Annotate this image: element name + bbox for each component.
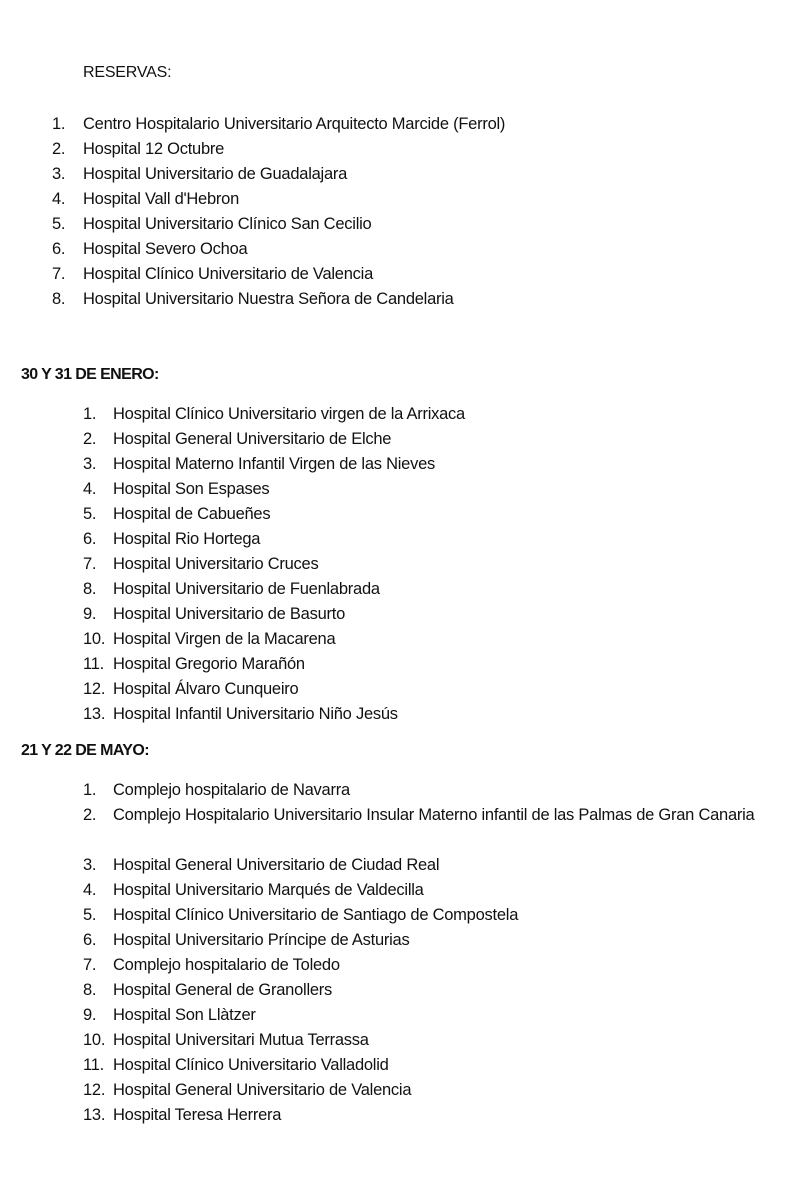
list-item <box>0 527 787 552</box>
item-number: 12. <box>83 680 106 698</box>
list-item <box>0 452 787 477</box>
item-number: 6. <box>52 240 66 258</box>
item-number: 10. <box>83 630 106 648</box>
list-item <box>0 477 787 502</box>
item-number: 2. <box>52 140 66 158</box>
item-number: 7. <box>83 956 97 974</box>
list-item <box>0 577 787 602</box>
item-number: 13. <box>83 1106 106 1124</box>
list-item <box>0 162 787 187</box>
reservas-heading: RESERVAS: <box>83 64 172 81</box>
enero-heading: 30 Y 31 DE ENERO: <box>21 366 159 383</box>
item-number: 1. <box>52 115 66 133</box>
item-number: 3. <box>52 165 66 183</box>
hospital-name: Hospital Universitario Príncipe de Asturias <box>113 931 410 949</box>
item-number: 5. <box>83 505 97 523</box>
list-item <box>0 237 787 262</box>
list-item <box>0 137 787 162</box>
item-number: 1. <box>83 781 97 799</box>
hospital-name: Hospital Universitario de Fuenlabrada <box>113 580 380 598</box>
hospital-name: Hospital Universitario Cruces <box>113 555 319 573</box>
hospital-name: Hospital Teresa Herrera <box>113 1106 282 1124</box>
item-number: 4. <box>83 881 97 899</box>
list-item <box>0 1053 787 1078</box>
item-number: 12. <box>83 1081 106 1099</box>
list-item <box>0 1103 787 1128</box>
hospital-name: Complejo hospitalario de Navarra <box>113 781 350 799</box>
list-item <box>0 627 787 652</box>
hospital-name: Hospital Clínico Universitario de Valencia <box>83 265 373 283</box>
hospital-name: Hospital Universitario de Basurto <box>113 605 346 623</box>
item-number: 11. <box>83 655 104 673</box>
item-number: 2. <box>83 430 97 448</box>
hospital-name: Hospital Virgen de la Macarena <box>113 630 336 648</box>
list-item <box>0 187 787 212</box>
hospital-name: Complejo Hospitalario Universitario Insular Materno infantil de las Palmas de Gran Canaria <box>113 806 755 824</box>
item-number: 4. <box>52 190 66 208</box>
hospital-name: Hospital General Universitario de Valencia <box>113 1081 412 1099</box>
item-number: 13. <box>83 705 106 723</box>
item-number: 10. <box>83 1031 106 1049</box>
item-number: 3. <box>83 455 97 473</box>
hospital-name: Hospital de Cabueñes <box>113 505 271 523</box>
list-item <box>0 978 787 1003</box>
item-number: 7. <box>83 555 97 573</box>
list-item <box>0 402 787 427</box>
hospital-name: Hospital Universitario Clínico San Cecilio <box>83 215 372 233</box>
item-number: 5. <box>52 215 66 233</box>
hospital-name: Complejo hospitalario de Toledo <box>113 956 340 974</box>
hospital-name: Hospital General de Granollers <box>113 981 333 999</box>
item-number: 4. <box>83 480 97 498</box>
hospital-name: Hospital Universitario de Guadalajara <box>83 165 348 183</box>
hospital-name: Hospital Materno Infantil Virgen de las Nieves <box>113 455 436 473</box>
hospital-name: Hospital Universitari Mutua Terrassa <box>113 1031 369 1049</box>
hospital-name: Hospital 12 Octubre <box>83 140 225 158</box>
hospital-name: Hospital Gregorio Marañón <box>113 655 305 673</box>
hospital-name: Hospital Clínico Universitario Valladolid <box>113 1056 389 1074</box>
hospital-name: Hospital Rio Hortega <box>113 530 261 548</box>
hospital-name: Centro Hospitalario Universitario Arquitecto Marcide (Ferrol) <box>83 115 506 133</box>
list-item <box>0 552 787 577</box>
list-item <box>0 652 787 677</box>
item-number: 6. <box>83 931 97 949</box>
item-number: 2. <box>83 806 97 824</box>
list-item <box>0 1028 787 1053</box>
list-item <box>0 502 787 527</box>
list-item <box>0 928 787 953</box>
item-number: 1. <box>83 405 97 423</box>
list-item <box>0 903 787 928</box>
hospital-name: Hospital Infantil Universitario Niño Jesús <box>113 705 398 723</box>
item-number: 9. <box>83 1006 97 1024</box>
list-item <box>0 803 787 853</box>
list-item <box>0 778 787 803</box>
list-item <box>0 878 787 903</box>
list-item <box>0 212 787 237</box>
hospital-name: Hospital General Universitario de Elche <box>113 430 392 448</box>
item-number: 5. <box>83 906 97 924</box>
list-item <box>0 702 787 727</box>
hospital-name: Hospital Severo Ochoa <box>83 240 248 258</box>
reservas-list <box>0 112 787 312</box>
hospital-name: Hospital Son Llàtzer <box>113 1006 256 1024</box>
item-number: 6. <box>83 530 97 548</box>
item-number: 8. <box>83 981 97 999</box>
list-item <box>0 287 787 312</box>
list-item <box>0 602 787 627</box>
mayo-heading: 21 Y 22 DE MAYO: <box>21 742 149 759</box>
hospital-name: Hospital Clínico Universitario virgen de la Arrixaca <box>113 405 465 423</box>
list-item <box>0 1003 787 1028</box>
list-item <box>0 853 787 878</box>
item-number: 7. <box>52 265 66 283</box>
list-item <box>0 262 787 287</box>
hospital-name: Hospital Universitario Nuestra Señora de Candelaria <box>83 290 454 308</box>
list-item <box>0 112 787 137</box>
hospital-name: Hospital Son Espases <box>113 480 270 498</box>
list-item <box>0 953 787 978</box>
hospital-name: Hospital General Universitario de Ciudad Real <box>113 856 440 874</box>
hospital-name: Hospital Clínico Universitario de Santiago de Compostela <box>113 906 519 924</box>
hospital-name: Hospital Universitario Marqués de Valdecilla <box>113 881 424 899</box>
item-number: 3. <box>83 856 97 874</box>
item-number: 8. <box>83 580 97 598</box>
list-item <box>0 677 787 702</box>
item-number: 8. <box>52 290 66 308</box>
list-item <box>0 1078 787 1103</box>
hospital-name: Hospital Vall d'Hebron <box>83 190 240 208</box>
item-number: 11. <box>83 1056 104 1074</box>
hospital-name: Hospital Álvaro Cunqueiro <box>113 680 299 698</box>
enero-list <box>0 402 787 727</box>
mayo-list <box>0 778 787 1128</box>
item-number: 9. <box>83 605 97 623</box>
list-item <box>0 427 787 452</box>
